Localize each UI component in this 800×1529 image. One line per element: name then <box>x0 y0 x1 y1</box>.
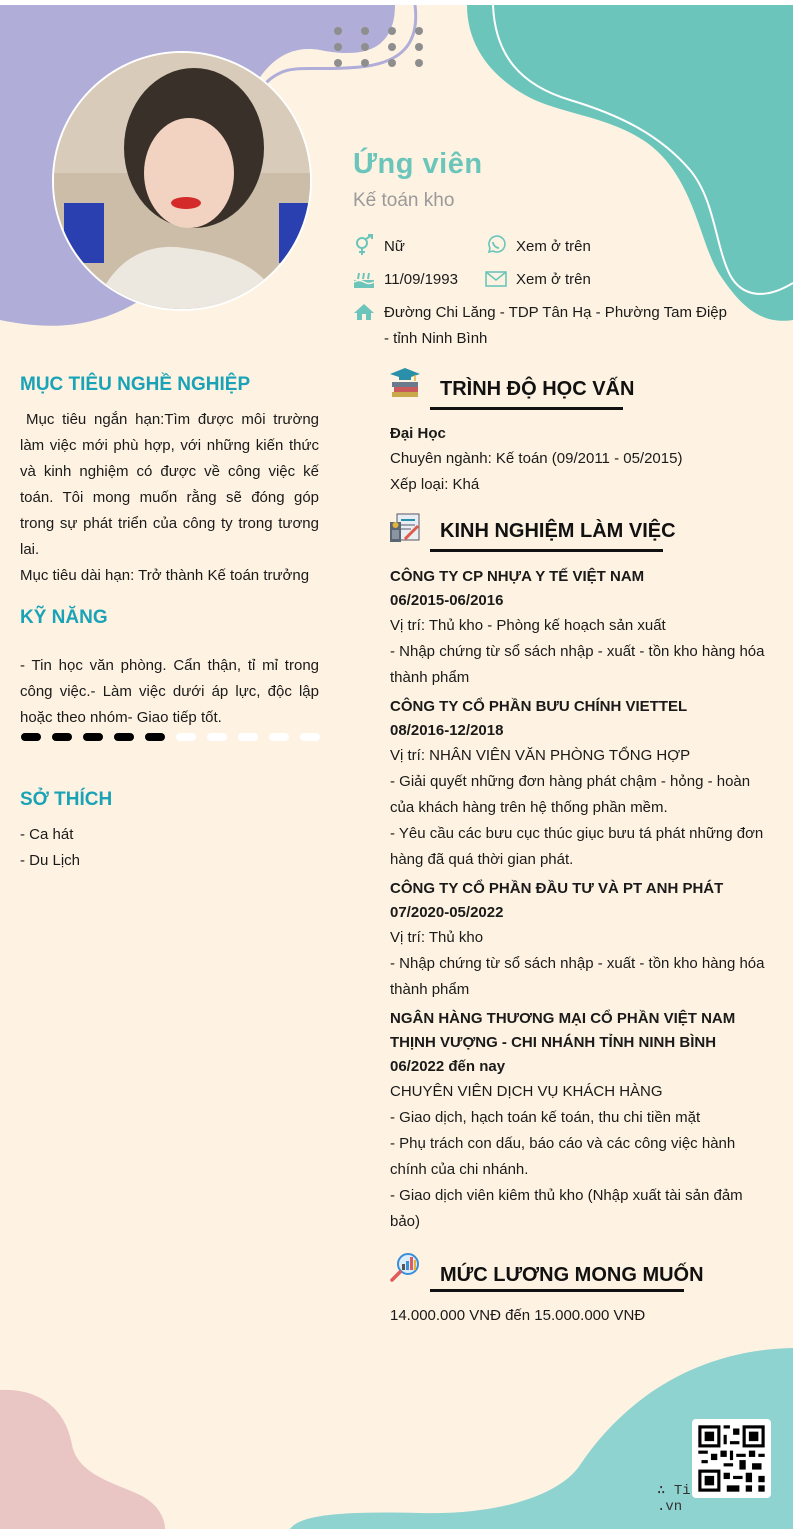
job-item <box>390 695 770 873</box>
skill-dot-filled <box>21 733 41 741</box>
avatar-photo <box>54 53 310 309</box>
chart-magnifier-icon <box>389 1252 421 1284</box>
education-content <box>390 422 770 498</box>
whatsapp-phone-icon <box>485 234 507 256</box>
job-duty: - Phụ trách con dấu, báo cáo và các công việc hành chính của chi nhánh. <box>390 1135 736 1178</box>
experience-list <box>390 565 770 1239</box>
skills-title: KỸ NĂNG <box>20 607 108 628</box>
gender-value: Nữ <box>384 238 405 255</box>
job-item <box>390 877 770 1003</box>
skill-dot-filled <box>83 733 103 741</box>
salary-value: 14.000.000 VNĐ đến 15.000.000 VNĐ <box>390 1307 646 1324</box>
accounting-document-icon <box>389 512 421 544</box>
job-position: Vị trí: Thủ kho <box>390 929 484 946</box>
skill-dot-filled <box>114 733 134 741</box>
qr-code-icon[interactable] <box>692 1419 771 1498</box>
birthday-value: 11/09/1993 <box>384 271 458 288</box>
salary-underline <box>430 1289 684 1292</box>
job-period: 07/2020-05/2022 <box>390 904 504 921</box>
job-position: Vị trí: NHÂN VIÊN VĂN PHÒNG TỔNG HỢP <box>390 747 691 764</box>
education-title: TRÌNH ĐỘ HỌC VẤN <box>440 378 635 400</box>
job-company: CÔNG TY CP NHỰA Y TẾ VIỆT NAM <box>390 568 645 585</box>
job-company: CÔNG TY CỔ PHẦN ĐẦU TƯ VÀ PT ANH PHÁT <box>390 880 724 897</box>
job-duty: - Nhập chứng từ sổ sách nhập - xuất - tồn kho hàng hóa thành phẩm <box>390 643 765 686</box>
phone-value[interactable]: Xem ở trên <box>516 238 591 255</box>
skill-rating <box>21 733 320 741</box>
skill-dot-empty <box>269 733 289 741</box>
objective-title: MỤC TIÊU NGHỀ NGHIỆP <box>20 374 251 395</box>
qr-code-pattern <box>692 1419 771 1498</box>
skill-dot-filled <box>52 733 72 741</box>
address-line-1: Đường Chi Lăng - TDP Tân Hạ - Phường Tam Điệp <box>384 304 727 321</box>
avatar <box>52 51 312 311</box>
email-value[interactable]: Xem ở trên <box>516 271 591 288</box>
hobbies-title: SỞ THÍCH <box>20 789 113 810</box>
job-period: 08/2016-12/2018 <box>390 722 504 739</box>
skill-dot-empty <box>176 733 196 741</box>
skill-dot-empty <box>300 733 320 741</box>
graduation-books-icon <box>389 366 421 398</box>
education-major: Chuyên ngành: Kế toán (09/2011 - 05/2015) <box>390 450 683 467</box>
skills-text: - Tin học văn phòng. Cẩn thận, tỉ mỉ trong công việc.- Làm việc dưới áp lực, độc lập hoặc theo nhóm- Giao tiếp tốt. <box>20 657 319 726</box>
job-duty: - Nhập chứng từ sổ sách nhập - xuất - tồn kho hàng hóa thành phẩm <box>390 955 765 998</box>
skill-dot-filled <box>145 733 165 741</box>
skill-dot-empty <box>238 733 258 741</box>
experience-underline <box>430 549 663 552</box>
birthday-cake-icon <box>353 268 375 290</box>
gender-icon <box>353 234 375 256</box>
objective-short-term: Mục tiêu ngắn hạn:Tìm được môi trường làm việc mới phù hợp, với những kiến thức và kinh nghiệm có được về công việc kế toán. Tôi mong muốn rằng sẽ đóng góp trong sự phát triển của công ty trong tương lai. <box>20 411 319 558</box>
salary-title: MỨC LƯƠNG MONG MUỐN <box>440 1264 704 1286</box>
objective-long-term: Mục tiêu dài hạn: Trở thành Kế toán trưởng <box>20 567 310 584</box>
job-position: Vị trí: Thủ kho - Phòng kế hoạch sản xuất <box>390 617 666 634</box>
job-company: NGÂN HÀNG THƯƠNG MẠI CỔ PHẦN VIỆT NAM THỊNH VƯỢNG - CHI NHÁNH TỈNH NINH BÌNH <box>390 1010 736 1051</box>
education-grade: Xếp loại: Khá <box>390 476 480 493</box>
job-duty: - Yêu cầu các bưu cục thúc giục bưu tá phát những đơn hàng đã quá thời gian phát. <box>390 825 764 868</box>
watermark-left: ∴ Ti <box>657 1483 691 1499</box>
job-item <box>390 565 770 691</box>
candidate-name: Ứng viên <box>353 148 483 180</box>
address-line-2: - tỉnh Ninh Bình <box>384 330 488 347</box>
job-position: CHUYÊN VIÊN DỊCH VỤ KHÁCH HÀNG <box>390 1083 663 1100</box>
job-period: 06/2022 đến nay <box>390 1058 506 1075</box>
watermark-right: .vn <box>657 1499 683 1515</box>
job-duty: - Giao dịch, hạch toán kế toán, thu chi tiền mặt <box>390 1109 701 1126</box>
job-period: 06/2015-06/2016 <box>390 592 504 609</box>
education-underline <box>430 407 623 410</box>
job-company: CÔNG TY CỔ PHẦN BƯU CHÍNH VIETTEL <box>390 698 688 715</box>
candidate-role: Kế toán kho <box>353 190 455 211</box>
home-icon <box>353 301 375 323</box>
hobby-item: - Ca hát <box>20 826 74 843</box>
experience-title: KINH NGHIỆM LÀM VIỆC <box>440 520 676 542</box>
resume-page <box>0 5 793 1529</box>
hobby-item: - Du Lịch <box>20 852 81 869</box>
envelope-icon <box>485 268 507 290</box>
job-duty: - Giao dịch viên kiêm thủ kho (Nhập xuất tài sản đảm bảo) <box>390 1187 743 1230</box>
job-duty: - Giải quyết những đơn hàng phát chậm - hỏng - hoàn của khách hàng trên hệ thống phần mềm. <box>390 773 751 816</box>
job-item <box>390 1007 770 1235</box>
skill-dot-empty <box>207 733 227 741</box>
education-degree: Đại Học <box>390 425 446 442</box>
